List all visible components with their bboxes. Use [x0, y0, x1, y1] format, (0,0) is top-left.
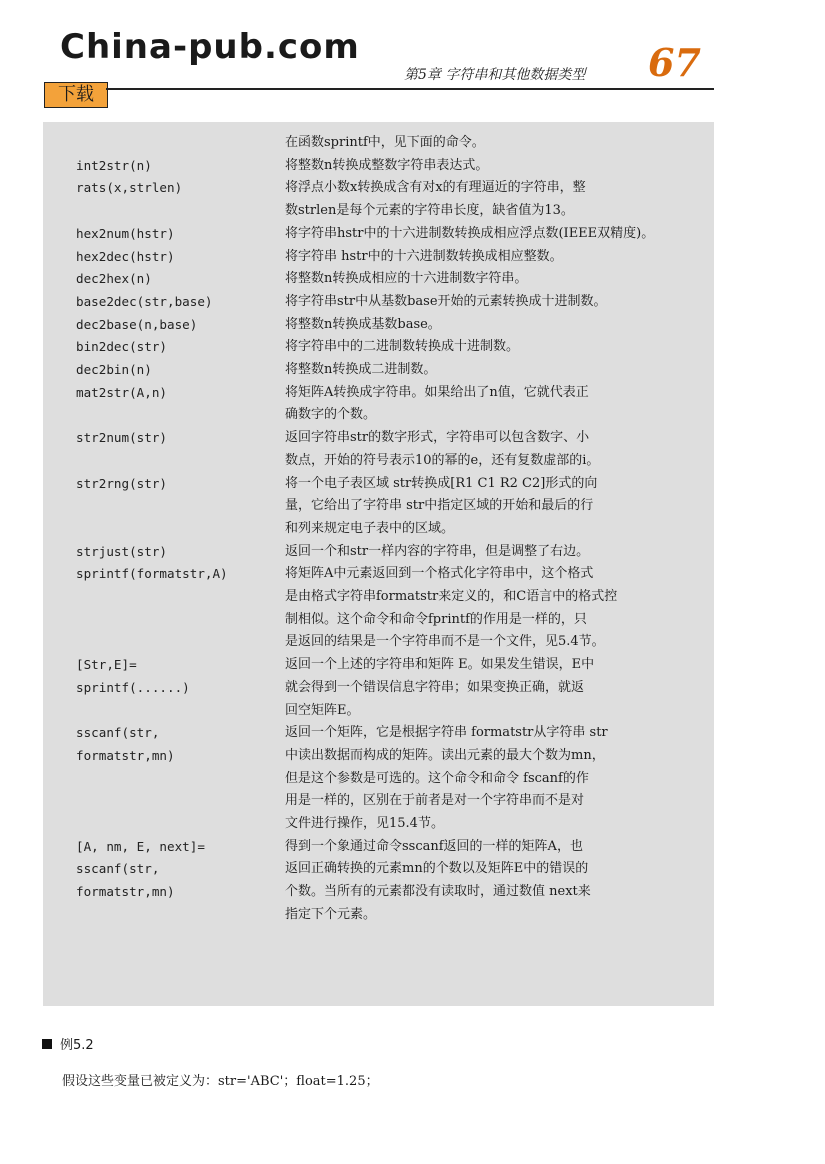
function-table [43, 122, 714, 1006]
description-line: 和列来规定电子表中的区域。 [285, 520, 455, 536]
example-heading [42, 1034, 94, 1053]
command-description [285, 563, 689, 654]
command-description [285, 654, 689, 722]
command-name: dec2hex(n) [76, 271, 152, 287]
command-name: int2str(n) [76, 157, 152, 173]
example-title: 例5.2 [60, 1038, 94, 1053]
description-line: 将字符串str中从基数base开始的元素转换成十进制数。 [285, 293, 607, 309]
command-description [285, 336, 689, 359]
command-description [285, 246, 689, 269]
command-name: str2num(str) [76, 430, 167, 446]
description-line: 得到一个象通过命令sscanf返回的一样的矩阵A，也 [285, 838, 583, 854]
command-name: [A, nm, E, next]= sscanf(str, formatstr,mn) [76, 838, 205, 900]
description-line: 返回正确转换的元素mn的个数以及矩阵E中的错误的 [285, 861, 589, 877]
description-line: 中读出数据而构成的矩阵。读出元素的最大个数为mn， [285, 747, 605, 763]
description-line: 用是一样的，区别在于前者是对一个字符串而不是对 [285, 793, 585, 809]
description-line: 将整数n转换成基数base。 [285, 316, 441, 332]
command-name: mat2str(A,n) [76, 384, 167, 400]
description-line: 将矩阵A中元素返回到一个格式化字符串中，这个格式 [285, 566, 594, 582]
command-name: str2rng(str) [76, 475, 167, 491]
description-line: 返回一个上述的字符串和矩阵 E。如果发生错误，E中 [285, 657, 595, 673]
command-description [285, 314, 689, 337]
command-name: [Str,E]= sprintf(......) [76, 657, 190, 695]
command-name: sprintf(formatstr,A) [76, 566, 228, 582]
description-line: 回空矩阵E。 [285, 702, 360, 718]
square-bullet-icon [42, 1039, 52, 1049]
command-name: rats(x,strlen) [76, 180, 183, 196]
site-logo: China-pub.com [60, 27, 360, 67]
chapter-title: 第5章 字符串和其他数据类型 [404, 67, 586, 83]
command-description [285, 473, 689, 541]
command-description [285, 177, 689, 222]
description-line: 将整数n转换成整数字符串表达式。 [285, 157, 489, 173]
command-name: dec2base(n,base) [76, 316, 198, 332]
command-name: sscanf(str, formatstr,mn) [76, 725, 175, 763]
command-name: base2dec(str,base) [76, 293, 213, 309]
command-description [285, 427, 689, 472]
description-line: 将浮点小数x转换成含有对x的有理逼近的字符串，整 [285, 180, 586, 196]
description-line: 是返回的结果是一个字符串而不是一个文件，见5.4节。 [285, 634, 605, 650]
description-line: 量，它给出了字符串 str中指定区域的开始和最后的行 [285, 498, 594, 514]
command-name: bin2dec(str) [76, 339, 167, 355]
description-line: 文件进行操作，见15.4节。 [285, 816, 444, 831]
description-line: 个数。当所有的元素都没有读取时，通过数值 next来 [285, 884, 591, 900]
description-line: 但是这个参数是可选的。这个命令和命令 fscanf的作 [285, 770, 589, 786]
description-line: 将字符串 hstr中的十六进制数转换成相应整数。 [285, 248, 563, 264]
command-description [285, 382, 689, 427]
description-line: 数strlen是每个元素的字符串长度，缺省值为13。 [285, 203, 574, 219]
command-name: strjust(str) [76, 543, 167, 559]
download-label: 下载 [44, 82, 108, 108]
description-line: 将整数n转换成相应的十六进制数字符串。 [285, 271, 528, 287]
command-name: dec2bin(n) [76, 362, 152, 377]
description-line: 制相似。这个命令和命令fprintf的作用是一样的，只 [285, 611, 587, 627]
header-rule [106, 88, 714, 90]
description-line: 数点，开始的符号表示10的幂的e，还有复数虚部的i。 [285, 452, 600, 468]
page-number: 67 [648, 40, 701, 85]
command-description [285, 132, 689, 155]
command-name: hex2num(hstr) [76, 225, 175, 241]
description-line: 将整数n转换成二进制数。 [285, 362, 437, 377]
command-description [285, 359, 689, 382]
example-text: 假设这些变量已被定义为：str='ABC'；float=1.25； [62, 1074, 379, 1089]
description-line: 返回一个和str一样内容的字符串，但是调整了右边。 [285, 543, 590, 559]
command-name: hex2dec(hstr) [76, 248, 175, 264]
command-description [285, 722, 689, 836]
description-line: 就会得到一个错误信息字符串；如果变换正确，就返 [285, 679, 585, 695]
description-line: 将矩阵A转换成字符串。如果给出了n值，它就代表正 [285, 384, 589, 400]
description-line: 将字符串中的二进制数转换成十进制数。 [285, 339, 520, 355]
command-description [285, 223, 689, 246]
description-line: 在函数sprintf中，见下面的命令。 [285, 135, 485, 150]
command-description [285, 155, 689, 178]
command-description [285, 291, 689, 314]
description-line: 将一个电子表区域 str转换成[R1 C1 R2 C2]形式的向 [285, 475, 598, 491]
command-description [285, 541, 689, 564]
description-line: 返回一个矩阵，它是根据字符串 formatstr从字符串 str [285, 725, 608, 741]
description-line: 确数字的个数。 [285, 407, 377, 423]
command-description [285, 268, 689, 291]
description-line: 将字符串hstr中的十六进制数转换成相应浮点数(IEEE双精度)。 [285, 225, 655, 241]
description-line: 返回字符串str的数字形式，字符串可以包含数字、小 [285, 430, 590, 446]
command-description [285, 836, 689, 927]
description-line: 是由格式字符串formatstr来定义的，和C语言中的格式控 [285, 589, 618, 604]
description-line: 指定下个元素。 [285, 906, 377, 922]
